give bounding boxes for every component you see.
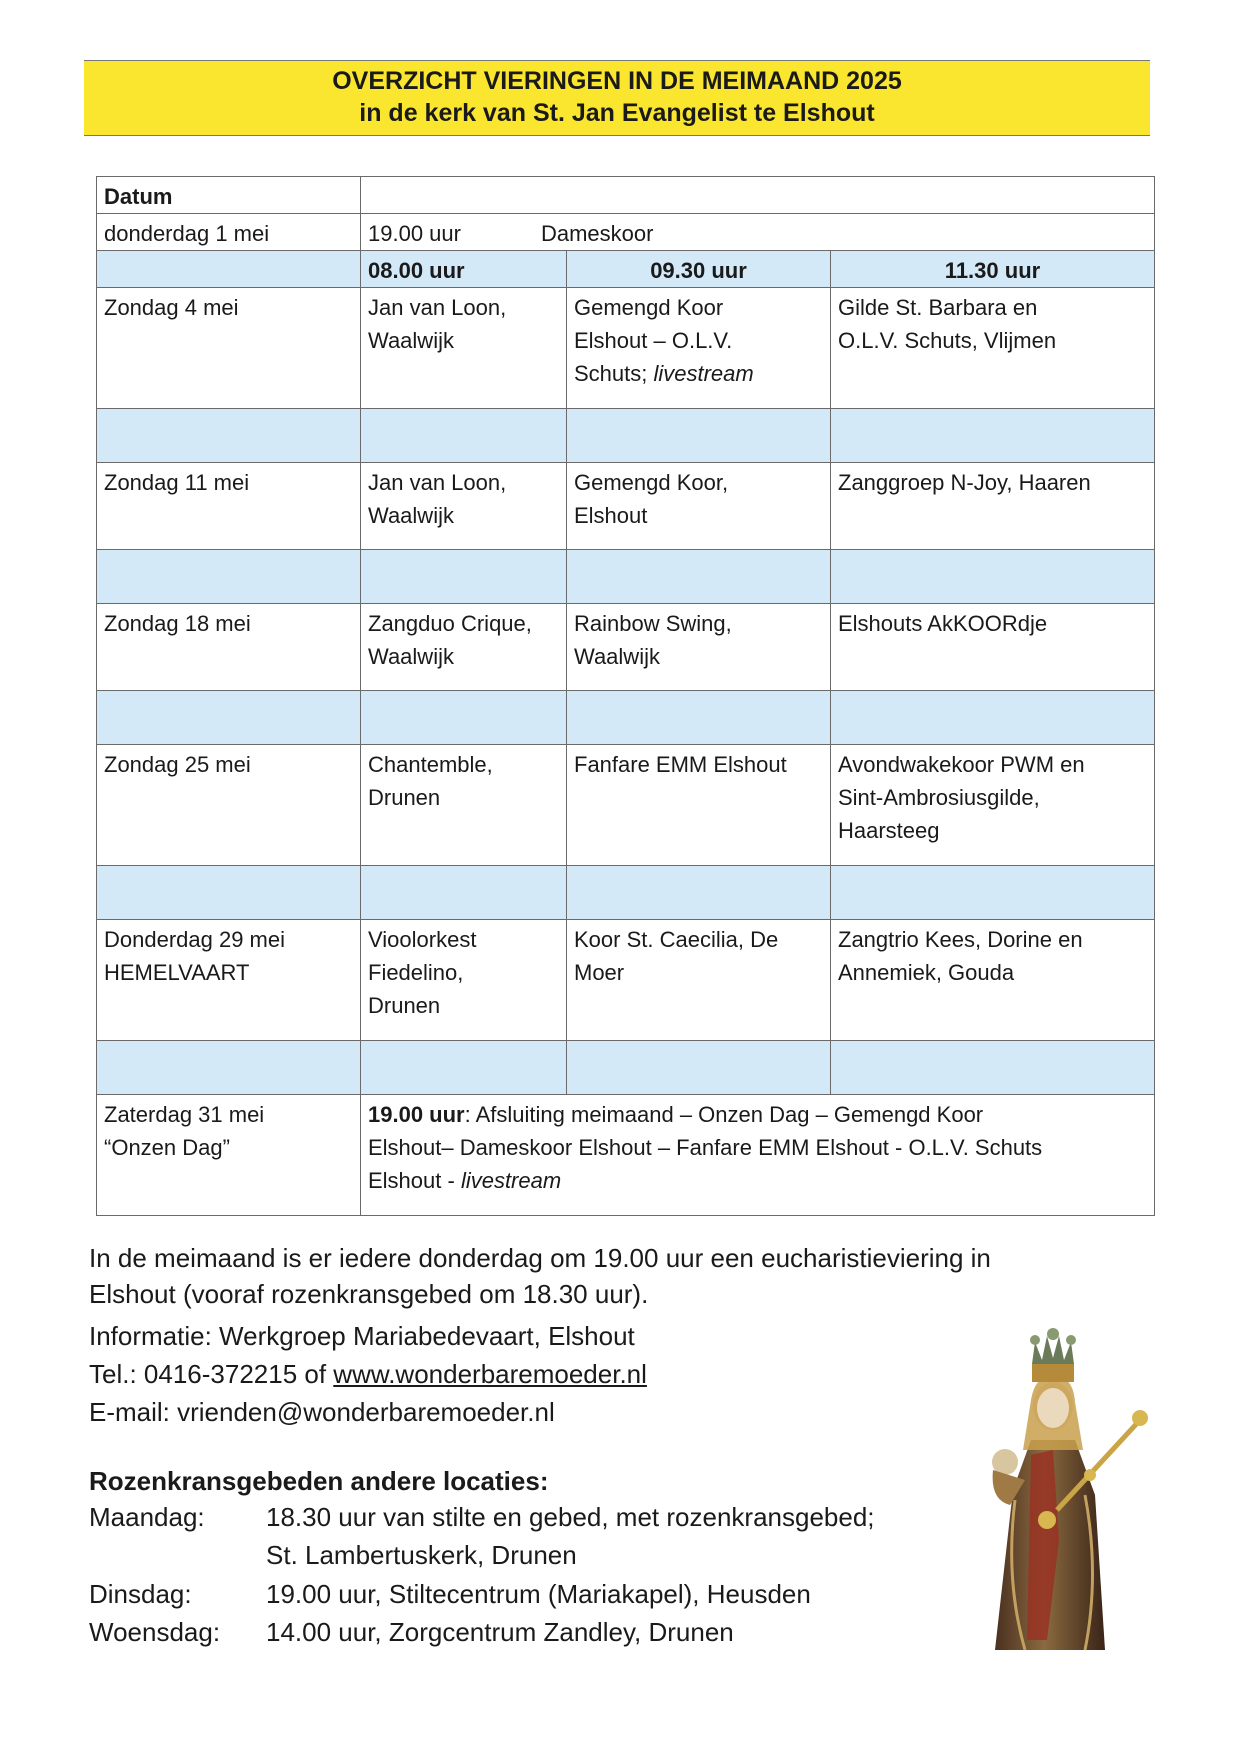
info-contact-group: Informatie: Werkgroep Mariabedevaart, Elshout: [89, 1321, 635, 1351]
locations-heading: Rozenkransgebeden andere locaties:: [89, 1466, 549, 1496]
row-date: Zondag 18 mei: [97, 604, 361, 691]
times-row: [97, 251, 1155, 288]
blue-spacer-row: [97, 1041, 1155, 1095]
madonna-statue: [935, 1320, 1150, 1660]
table-row: [97, 463, 1155, 550]
row-0800: Jan van Loon, Waalwijk: [361, 463, 567, 550]
row-date: Zondag 4 mei: [97, 288, 361, 409]
first-row-date: donderdag 1 mei: [97, 214, 361, 251]
table-row-last: [97, 1095, 1155, 1216]
row-0930: Fanfare EMM Elshout: [567, 745, 831, 866]
first-row-details: [361, 214, 1155, 251]
row-1130: Elshouts AkKOORdje: [831, 604, 1155, 691]
row-0930: Gemengd Koor, Elshout: [567, 463, 831, 550]
table-row: [97, 604, 1155, 691]
title-line-2: in de kerk van St. Jan Evangelist te Elshout: [359, 99, 875, 127]
table-row: [97, 288, 1155, 409]
row-0800: Vioolorkest Fiedelino, Drunen: [361, 920, 567, 1041]
blue-spacer-row: [97, 866, 1155, 920]
livestream-label: livestream: [460, 1168, 562, 1193]
title-banner: [84, 60, 1150, 136]
location-row: St. Lambertuskerk, Drunen: [266, 1540, 577, 1570]
row-0930: Rainbow Swing, Waalwijk: [567, 604, 831, 691]
header-empty-cell: [361, 177, 1155, 214]
row-date: Zondag 25 mei: [97, 745, 361, 866]
last-row-time: 19.00 uur: [368, 1102, 465, 1127]
table-row-first: [97, 214, 1155, 251]
table-header-row: [97, 177, 1155, 214]
row-date: Donderdag 29 mei HEMELVAART: [97, 920, 361, 1041]
blue-spacer-row: [97, 691, 1155, 745]
website-link[interactable]: www.wonderbaremoeder.nl: [333, 1359, 647, 1389]
table-row: [97, 920, 1155, 1041]
time-1130: 11.30 uur: [831, 251, 1155, 288]
info-line-1: In de meimaand is er iedere donderdag om 19.00 uur een eucharistieviering in: [89, 1243, 991, 1273]
info-line-2: Elshout (vooraf rozenkransgebed om 18.30 uur).: [89, 1279, 649, 1309]
date-header: Datum: [97, 177, 361, 214]
info-email: E-mail: vrienden@wonderbaremoeder.nl: [89, 1397, 555, 1427]
first-row-choir: Dameskoor: [540, 221, 654, 246]
location-row: Dinsdag: 19.00 uur, Stiltecentrum (Mariakapel), Heusden: [89, 1579, 811, 1609]
row-0930: Gemengd Koor Elshout – O.L.V. Schuts; livestream: [567, 288, 831, 409]
time-0800: 08.00 uur: [361, 251, 567, 288]
last-row-date: Zaterdag 31 mei “Onzen Dag”: [97, 1095, 361, 1216]
location-row: Woensdag: 14.00 uur, Zorgcentrum Zandley, Drunen: [89, 1617, 734, 1647]
time-0930: 09.30 uur: [567, 251, 831, 288]
row-0800: Chantemble, Drunen: [361, 745, 567, 866]
row-1130: Avondwakekoor PWM en Sint-Ambrosiusgilde, Haarsteeg: [831, 745, 1155, 866]
row-0800: Zangduo Crique, Waalwijk: [361, 604, 567, 691]
schedule-table: [96, 176, 1155, 1216]
times-row-empty: [97, 251, 361, 288]
row-1130: Gilde St. Barbara en O.L.V. Schuts, Vlijmen: [831, 288, 1155, 409]
row-date: Zondag 11 mei: [97, 463, 361, 550]
first-row-time: 19.00 uur: [368, 221, 461, 246]
blue-spacer-row: [97, 550, 1155, 604]
table-row: [97, 745, 1155, 866]
info-tel: Tel.: 0416-372215 of www.wonderbaremoeder.nl: [89, 1359, 647, 1389]
row-0930: Koor St. Caecilia, De Moer: [567, 920, 831, 1041]
row-1130: Zangtrio Kees, Dorine en Annemiek, Gouda: [831, 920, 1155, 1041]
row-0800: Jan van Loon, Waalwijk: [361, 288, 567, 409]
blue-spacer-row: [97, 409, 1155, 463]
livestream-label: livestream: [653, 361, 754, 386]
title-line-1: OVERZICHT VIERINGEN IN DE MEIMAAND 2025: [332, 67, 902, 95]
row-1130: Zanggroep N-Joy, Haaren: [831, 463, 1155, 550]
location-row: Maandag: 18.30 uur van stilte en gebed, met rozenkransgebed;: [89, 1502, 875, 1532]
last-row-details: 19.00 uur: Afsluiting meimaand – Onzen Dag – Gemengd Koor Elshout– Dameskoor Elshout – Fanfare EMM Elshout - O.L.V. Schuts Elshout - livestream: [361, 1095, 1155, 1216]
